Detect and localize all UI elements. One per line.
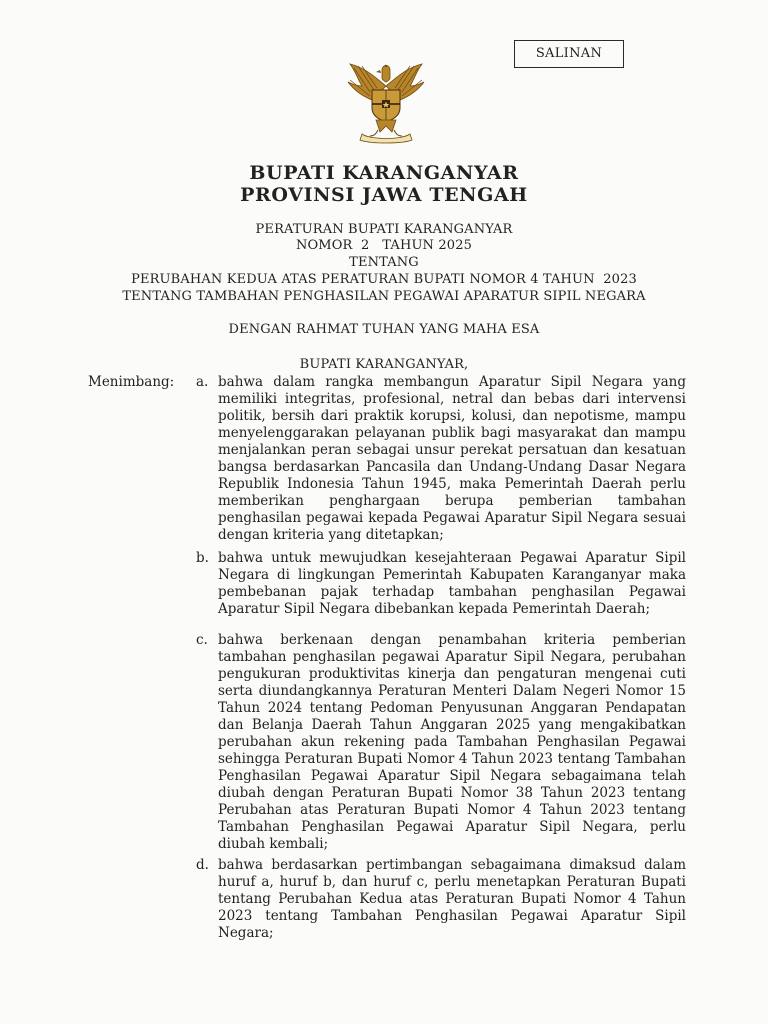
item-text: bahwa dalam rangka membangun Aparatur Sipil Negara yang memiliki integritas, profesional, netral dan bebas dari intervensi politik, bersih dari praktik korupsi, kolusi, dan nepotisme, mampu menyelenggarakan pelayanan publik bagi masyarakat dan mampu menjalankan peran sebagai unsur perekat persatuan dan kesatuan bangsa berdasarkan Pancasila dan Undang-Undang Dasar Negara Republik Indonesia Tahun 1945, maka Pemerintah Daerah perlu memberikan penghargaan berupa pemberian tambahan penghasilan pegawai kepada Pegawai Aparatur Sipil Negara sesuai dengan kriteria yang ditetapkan; [218, 374, 686, 543]
item-letter: d. [196, 857, 209, 873]
authority-name: BUPATI KARANGANYAR, [299, 357, 469, 372]
regulation-tentang: TENTANG [349, 255, 419, 270]
item-text: bahwa berdasarkan pertimbangan sebagaimana dimaksud dalam huruf a, huruf b, dan huruf c, perlu menetapkan Peraturan Bupati tentang Perubahan Kedua atas Peraturan Bupati Nomor 4 Tahun 2023 tentang Tambahan Penghasilan Pegawai Aparatur Sipil Negara; [218, 857, 686, 941]
salinan-stamp: SALINAN [514, 40, 624, 68]
regulation-title: PERATURAN BUPATI KARANGANYAR [255, 222, 513, 237]
item-letter: c. [196, 632, 208, 648]
menimbang-label: Menimbang: [88, 374, 175, 390]
regulation-subject-line1: PERUBAHAN KEDUA ATAS PERATURAN BUPATI NOMOR 4 TAHUN 2023 [131, 272, 637, 287]
regulation-subject-line2: TENTANG TAMBAHAN PENGHASILAN PEGAWAI APARATUR SIPIL NEGARA [122, 289, 646, 304]
invocation: DENGAN RAHMAT TUHAN YANG MAHA ESA [228, 322, 540, 337]
province-heading: PROVINSI JAWA TENGAH [240, 184, 528, 206]
regent-heading: BUPATI KARANGANYAR [249, 162, 519, 184]
item-letter: b. [196, 550, 209, 566]
menimbang-item-a [196, 374, 686, 544]
menimbang-item-d [196, 857, 686, 942]
menimbang-item-b [196, 550, 686, 618]
regulation-number: NOMOR 2 TAHUN 2025 [295, 238, 473, 253]
item-text: bahwa untuk mewujudkan kesejahteraan Pegawai Aparatur Sipil Negara di lingkungan Pemerintah Kabupaten Karanganyar maka pembebanan pajak terhadap tambahan penghasilan Pegawai Aparatur Sipil Negara dibebankan kepada Pemerintah Daerah; [218, 550, 686, 617]
item-letter: a. [196, 374, 209, 390]
menimbang-item-c [196, 632, 686, 853]
garuda-emblem-icon [340, 56, 432, 144]
item-text: bahwa berkenaan dengan penambahan kriteria pemberian tambahan penghasilan pegawai Aparatur Sipil Negara, perubahan pengukuran produktivitas kinerja dan pengaturan mengenai cuti serta diundangkannya Peraturan Menteri Dalam Negeri Nomor 15 Tahun 2024 tentang Pedoman Penyusunan Anggaran Pendapatan dan Belanja Daerah Tahun Anggaran 2025 yang mengakibatkan perubahan akun rekening pada Tambahan Penghasilan Pegawai sehingga Peraturan Bupati Nomor 4 Tahun 2023 tentang Tambahan Penghasilan Pegawai Aparatur Sipil Negara sebagaimana telah diubah dengan Peraturan Bupati Nomor 38 Tahun 2023 tentang Perubahan atas Peraturan Bupati Nomor 4 Tahun 2023 tentang Tambahan Penghasilan Pegawai Aparatur Sipil Negara, perlu diubah kembali; [218, 632, 686, 852]
